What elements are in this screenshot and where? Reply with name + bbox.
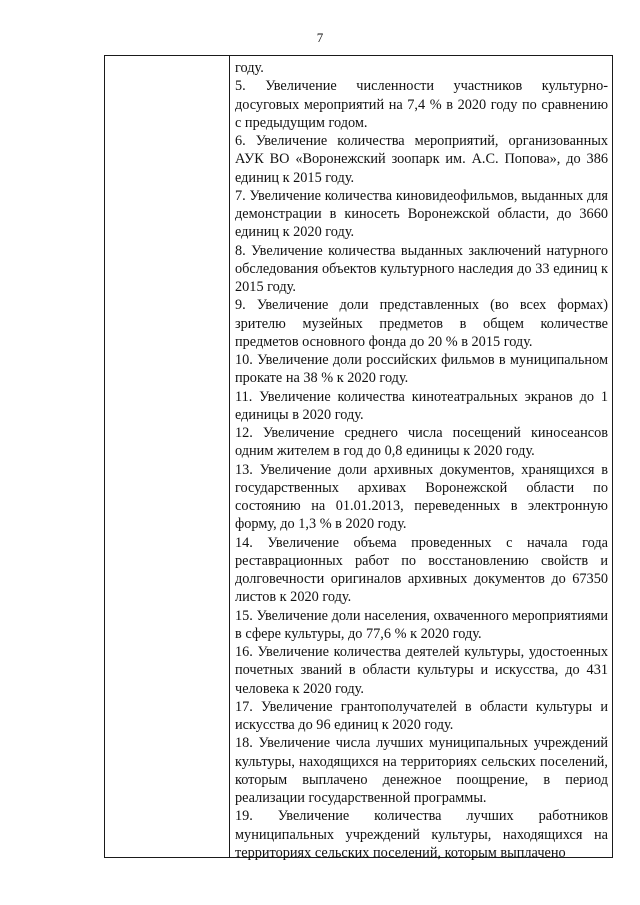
document-table xyxy=(104,55,613,861)
list-item-13: 13. Увеличение доли архивных документов, хранящихся в государственных архивах Воронежской области по состоянию на 01.01.2013, переведенных в электронную форму, до 1,3 % в 2020 году. xyxy=(235,461,608,533)
page-number: 7 xyxy=(316,30,324,45)
list-item-19: 19. Увеличение количества лучших работников муниципальных учреждений культуры, находящихся на территориях сельских поселений, которым выплачено xyxy=(235,808,608,861)
list-item-10: 10. Увеличение доли российских фильмов в муниципальном прокате на 38 % к 2020 году. xyxy=(235,352,608,387)
list-item-16: 16. Увеличение количества деятелей культуры, удостоенных почетных званий в области культуры и искусства, до 431 человека к 2020 году. xyxy=(235,644,608,697)
table-right-cell xyxy=(235,59,608,862)
table-left-cell xyxy=(105,56,229,857)
list-item-11: 11. Увеличение количества кинотеатральных экранов до 1 единицы в 2020 году. xyxy=(235,388,608,423)
list-item-18: 18. Увеличение числа лучших муниципальных учреждений культуры, находящихся на территориях сельских поселений, которым выплачено денежное поощрение, в период реализации государственной программы. xyxy=(235,735,608,806)
table-column-divider xyxy=(229,56,230,857)
list-item-12: 12. Увеличение среднего числа посещений киносеансов одним жителем в год до 0,8 единицы к 2020 году. xyxy=(235,425,608,460)
list-item-14: 14. Увеличение объема проведенных с начала года реставрационных работ по восстановлению свойств и долговечности оригиналов архивных документов до 67350 листов к 2020 году. xyxy=(235,534,608,606)
list-item-5: 5. Увеличение численности участников культурно-досуговых мероприятий на 7,4 % в 2020 году по сравнению с предыдущим годом. xyxy=(235,78,608,131)
list-item-15: 15. Увеличение доли населения, охваченного мероприятиями в сфере культуры, до 77,6 % к 2020 году. xyxy=(235,607,608,642)
list-item-continuation: году. xyxy=(235,60,264,76)
list-item-9: 9. Увеличение доли представленных (во всех формах) зрителю музейных предметов в общем количестве предметов основного фонда до 20 % в 2015 году. xyxy=(235,297,608,350)
list-item-6: 6. Увеличение количества мероприятий, организованных АУК ВО «Воронежский зоопарк им. А.С. Попова», до 386 единиц к 2015 году. xyxy=(235,133,608,186)
list-item-7: 7. Увеличение количества киновидеофильмов, выданных для демонстрации в киносеть Воронежской области, до 3660 единиц к 2020 году. xyxy=(235,187,608,241)
list-item-8: 8. Увеличение количества выданных заключений натурного обследования объектов культурного наследия до 33 единиц к 2015 году. xyxy=(235,242,608,295)
list-item-17: 17. Увеличение грантополучателей в области культуры и искусства до 96 единиц к 2020 году. xyxy=(235,698,608,733)
